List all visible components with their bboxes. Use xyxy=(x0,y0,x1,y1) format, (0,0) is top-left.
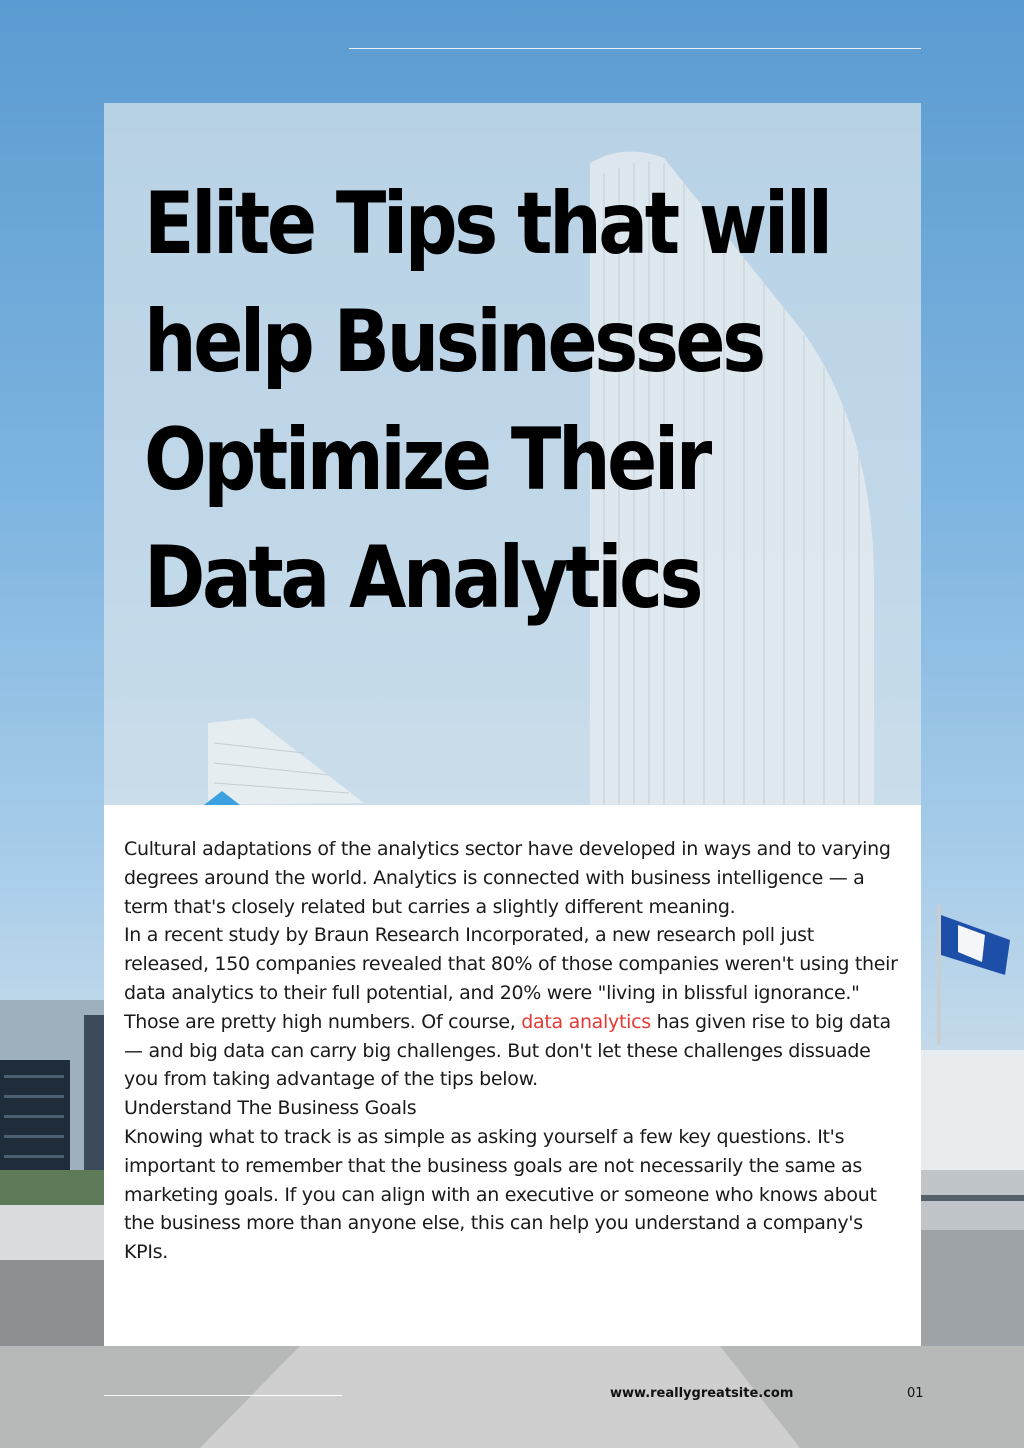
bottom-divider xyxy=(104,1395,342,1396)
title-line-2: help Businesses xyxy=(144,292,763,392)
title-line-4: Data Analytics xyxy=(144,528,701,628)
data-analytics-link[interactable]: data analytics xyxy=(521,1010,651,1033)
title-line-1: Elite Tips that will xyxy=(144,174,830,274)
paragraph-intro: Cultural adaptations of the analytics sector have developed in ways and to varying degrees around the world. Analytics is connected with business intelligence — a term that's closely related but carries a slightly different meaning. xyxy=(124,838,891,918)
title-panel xyxy=(104,103,921,805)
section-heading: Understand The Business Goals xyxy=(124,1097,417,1120)
title-line-3: Optimize Their xyxy=(144,410,709,510)
body-panel xyxy=(104,805,921,1346)
paragraph-study-text-1: In a recent study by Braun Research Incorporated, a new research poll just released, 150 companies revealed that 80% of those companies weren't using their data analytics to their full potential, and 20% were "living in blissful ignorance." Those are pretty high numbers. Of course, xyxy=(124,924,898,1033)
page-number: 01 xyxy=(907,1386,924,1401)
paragraph-study-text-2: has given rise to big data — and big data can carry big challenges. But don't let these challenges dissuade you from taking advantage of the tips below. xyxy=(124,1010,891,1091)
footer-url[interactable]: www.reallygreatsite.com xyxy=(610,1386,794,1401)
paragraph-goals: Knowing what to track is as simple as asking yourself a few key questions. It's important to remember that the business goals are not necessarily the same as marketing goals. If you can align with an executive or someone who knows about the business more than anyone else, this can help you understand a company's KPIs. xyxy=(124,1125,877,1264)
page-title xyxy=(144,165,830,637)
paragraph-study xyxy=(124,921,904,1094)
article-body xyxy=(124,835,904,1267)
top-divider xyxy=(349,48,921,49)
